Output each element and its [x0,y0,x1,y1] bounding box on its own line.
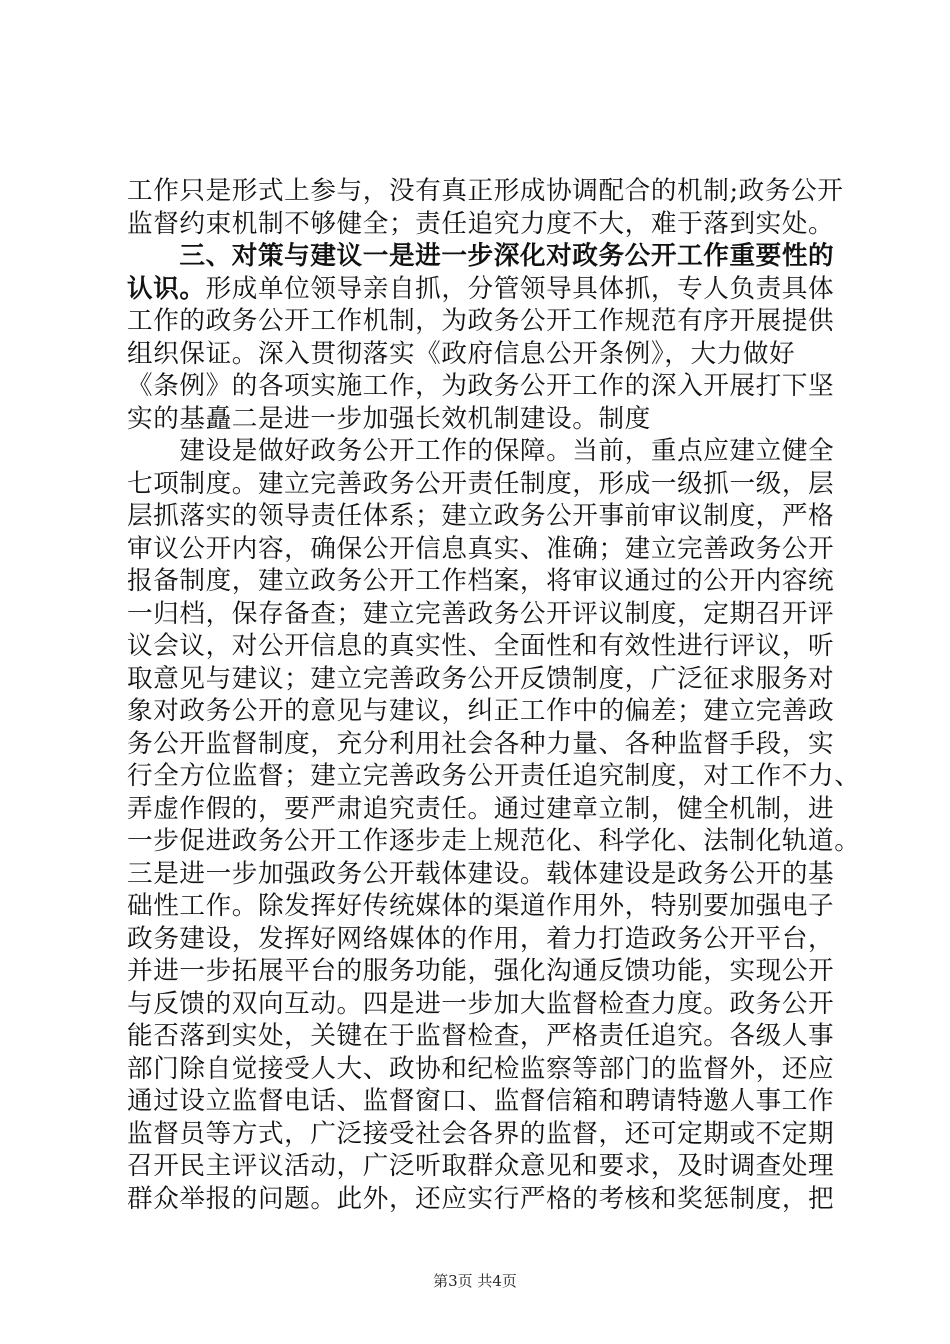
body-text [127,175,861,1215]
section-heading: 认识。 [127,273,206,304]
text-line: 组织保证。深入贯彻落实《政府信息公开条例》，大力做好 [127,338,796,369]
text-line: 行全方位监督；建立完善政务公开责任追究制度，对工作不力、 [127,761,861,791]
text-line: 并进一步拓展平台的服务功能，强化沟通反馈功能，实现公开 [127,956,835,986]
text-line: 工作只是形式上参与，没有真正形成协调配合的机制;政务公开 [127,176,844,206]
text-line: 召开民主评议活动，广泛听取群众意见和要求，及时调查处理 [127,1151,835,1181]
text-line: 三是进一步加强政务公开载体建设。载体建设是政务公开的基 [127,858,835,889]
text-line [127,273,837,306]
text-line: 工作的政务公开工作机制，为政务公开工作规范有序开展提供 [127,306,835,336]
text-line: 七项制度。建立完善政务公开责任制度，形成一级抓一级，层 [127,468,835,499]
text-line: 弄虚作假的，要严肃追究责任。通过建章立制，健全机制，进 [127,793,835,824]
text-line: 实的基矗二是进一步加强长效机制建设。制度 [127,403,651,434]
text-line: 取意见与建议；建立完善政务公开反馈制度，广泛征求服务对 [127,663,835,694]
text-line: 一步促进政务公开工作逐步走上规范化、科学化、法制化轨道。 [127,826,861,856]
text-line: 政务建设，发挥好网络媒体的作用，着力打造政务公开平台， [127,923,835,954]
text-line: 报备制度，建立政务公开工作档案，将审议通过的公开内容统 [127,566,835,596]
text-line: 础性工作。除发挥好传统媒体的渠道作用外，特别要加强电子 [127,891,835,921]
text-line: 象对政务公开的意见与建议，纠正工作中的偏差；建立完善政 [127,696,835,726]
indent [127,241,179,271]
page-footer: 第3页 共4页 [433,1272,517,1290]
section-heading: 三、对策与建议一是进一步深化对政务公开工作重要性的 [179,241,835,271]
line-text: 形成单位领导亲自抓，分管领导具体抓，专人负责具体 [205,273,835,304]
text-line: 部门除自觉接受人大、政协和纪检监察等部门的监督外，还应 [127,1053,835,1084]
text-line: 审议公开内容，确保公开信息真实、准确；建立完善政务公开 [127,533,835,564]
text-line: 群众举报的问题。此外，还应实行严格的考核和奖惩制度，把 [127,1183,835,1214]
text-line: 监督约束机制不够健全；责任追究力度不大，难于落到实处。 [127,208,835,239]
text-line: 一归档，保存备查；建立完善政务公开评议制度，定期召开评 [127,598,835,629]
text-line: 议会议，对公开信息的真实性、全面性和有效性进行评议，听 [127,631,835,661]
text-line: 能否落到实处，关键在于监督检查，严格责任追究。各级人事 [127,1021,835,1051]
text-line: 务公开监督制度，充分利用社会各种力量、各种监督手段，实 [127,728,835,759]
text-line: 层抓落实的领导责任体系；建立政务公开事前审议制度，严格 [127,501,835,531]
text-line: 通过设立监督电话、监督窗口、监督信箱和聘请特邀人事工作 [127,1086,835,1116]
text-line: 监督员等方式，广泛接受社会各界的监督，还可定期或不定期 [127,1118,835,1149]
text-line: 《条例》的各项实施工作，为政务公开工作的深入开展打下坚 [127,371,835,401]
text-line [127,240,837,273]
text-line: 建设是做好政务公开工作的保障。当前，重点应建立健全 [127,436,835,466]
text-line: 与反馈的双向互动。四是进一步加大监督检查力度。政务公开 [127,988,835,1019]
